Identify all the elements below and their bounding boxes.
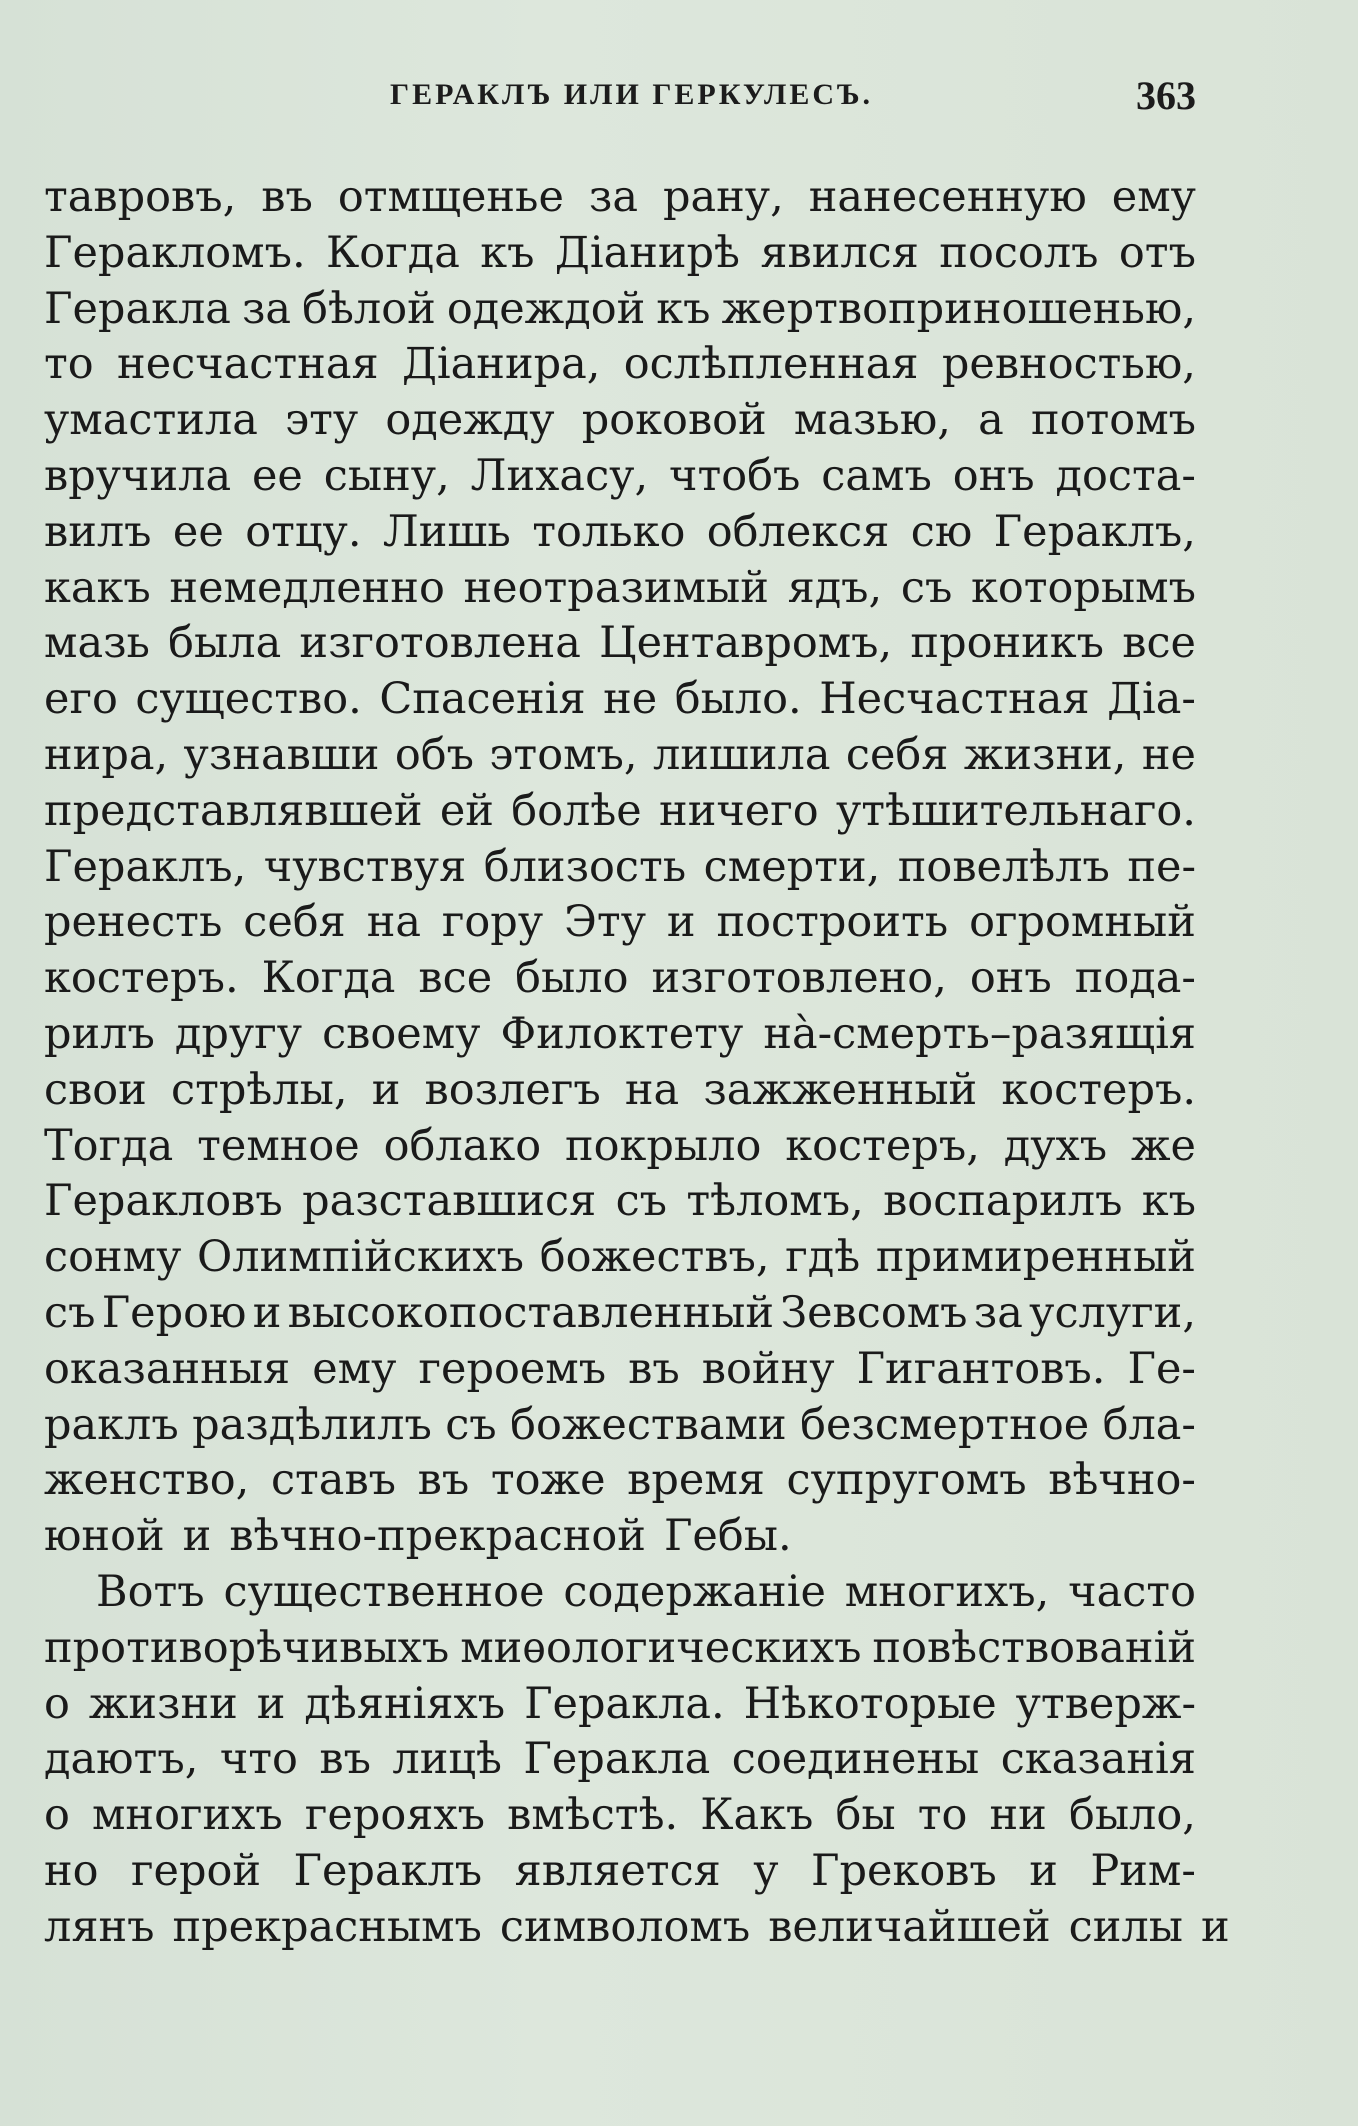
text-line	[44, 895, 1196, 951]
word: отмщенье	[337, 172, 564, 222]
word: Гебы.	[663, 1511, 792, 1562]
word: потомъ	[1030, 395, 1196, 446]
word: лишила	[652, 729, 831, 780]
word: духъ	[1003, 1120, 1108, 1171]
text-line	[44, 1677, 1196, 1733]
word: этомъ,	[489, 729, 638, 780]
word: умастила	[44, 395, 258, 446]
word: раклъ	[44, 1399, 179, 1450]
word: вѣчно-	[1048, 1455, 1196, 1506]
word: Нѣкоторые	[743, 1678, 997, 1729]
word: Центавромъ,	[599, 618, 893, 669]
word: является	[514, 1845, 721, 1896]
word: воспарилъ	[883, 1176, 1123, 1227]
word: дѣяніяхъ	[304, 1678, 506, 1729]
word: тавровъ,	[44, 172, 237, 222]
word: услуги,	[1029, 1287, 1196, 1338]
word: у	[753, 1845, 779, 1896]
word: оказанныя	[44, 1343, 291, 1394]
word: чувствуя	[263, 841, 467, 892]
word: огромный	[969, 897, 1196, 948]
word: Спасенія	[379, 674, 586, 725]
word: Зевсомъ	[780, 1287, 968, 1338]
word: ни	[989, 1790, 1047, 1841]
word: что	[219, 1734, 298, 1785]
word: не	[1141, 729, 1196, 780]
word: роковой	[581, 395, 767, 446]
word: себя	[845, 729, 949, 780]
word: все	[418, 953, 493, 1004]
word: другу	[174, 1008, 303, 1059]
word: повелѣлъ	[897, 841, 1110, 892]
word: время	[627, 1455, 765, 1506]
text-line	[44, 1342, 1196, 1398]
word: Тогда	[44, 1120, 174, 1171]
word: чтобъ	[669, 450, 801, 501]
word: сонму	[44, 1232, 182, 1283]
word: и	[666, 897, 696, 948]
word: и	[256, 1678, 286, 1729]
word: отъ	[1118, 227, 1196, 278]
word: въ	[628, 1343, 680, 1394]
word: Лихасу,	[470, 450, 649, 501]
word: Гераклъ,	[44, 841, 247, 892]
word: супругомъ	[786, 1455, 1027, 1506]
word: съ	[615, 1176, 668, 1227]
word: костеръ.	[44, 953, 239, 1004]
word: одеждой	[446, 283, 646, 334]
word: отцу.	[245, 506, 362, 557]
word: герояхъ	[304, 1790, 486, 1841]
word: ей	[439, 785, 494, 836]
word: ренесть	[44, 897, 223, 948]
text-line	[44, 1398, 1196, 1454]
word: миѳологическихъ	[460, 1622, 862, 1673]
word: въ	[261, 172, 313, 222]
word: гдѣ	[785, 1232, 861, 1283]
word: Эту	[564, 897, 647, 948]
word: смерти,	[703, 841, 881, 892]
word: съ	[445, 1399, 497, 1450]
word: Филоктету	[500, 1008, 744, 1059]
word: пода-	[1074, 953, 1196, 1004]
word: героемъ	[418, 1343, 607, 1394]
word: вручила	[44, 450, 232, 501]
word: его	[44, 674, 118, 725]
word: Какъ	[700, 1790, 814, 1841]
word: посолъ	[939, 227, 1099, 278]
word: содержаніе	[563, 1566, 826, 1617]
word: бѣлой	[302, 283, 436, 334]
word: на	[366, 897, 421, 948]
word: сказанія	[1000, 1734, 1196, 1785]
word: было,	[1068, 1790, 1196, 1841]
word: ему	[312, 1343, 397, 1394]
text-line	[44, 1509, 1196, 1565]
word: на	[624, 1064, 680, 1115]
text-line	[44, 840, 1196, 896]
word: изготовлена	[299, 618, 581, 669]
text-line	[44, 337, 1196, 393]
text-line	[44, 1788, 1196, 1844]
word: прекраснымъ	[172, 1901, 482, 1952]
word: и	[1200, 1901, 1230, 1952]
text-line	[44, 1453, 1196, 1509]
word: не	[603, 674, 658, 725]
word: Ге-	[1127, 1343, 1196, 1394]
word: войну	[701, 1343, 835, 1394]
word: ему	[1111, 172, 1196, 222]
word: о	[44, 1790, 70, 1841]
word: соединены	[731, 1734, 980, 1785]
text-line	[44, 951, 1196, 1007]
word: утверж-	[1015, 1678, 1196, 1729]
word: онъ	[952, 450, 1035, 501]
word: самъ	[821, 450, 932, 501]
word: тоже	[490, 1455, 606, 1506]
word: но	[44, 1845, 99, 1896]
word: Когда	[261, 953, 396, 1004]
word: Діанирѣ	[554, 227, 740, 278]
word: Гераклъ,	[993, 506, 1196, 557]
text-line	[44, 226, 1196, 282]
text-line	[44, 282, 1196, 338]
word: ревностью,	[941, 339, 1196, 390]
word: разставшися	[302, 1176, 597, 1227]
word: ослѣпленная	[623, 339, 919, 390]
word: и	[1029, 1845, 1058, 1896]
word: сю	[910, 506, 973, 557]
word: какъ	[44, 562, 151, 613]
word: на̀-смерть–разящія	[763, 1008, 1196, 1059]
word: мазь	[44, 618, 150, 669]
word: и	[371, 1064, 401, 1115]
word: къ	[480, 227, 535, 278]
word: Рим-	[1090, 1845, 1196, 1896]
word: все	[1122, 618, 1196, 669]
word: жизни	[88, 1678, 238, 1729]
word: онъ	[969, 953, 1052, 1004]
text-line	[44, 1844, 1196, 1900]
word: Герою	[101, 1287, 247, 1338]
word: Діа-	[1107, 674, 1196, 725]
word: темное	[197, 1120, 360, 1171]
running-head	[0, 72, 1358, 122]
word: явился	[760, 227, 919, 278]
word: нира,	[44, 729, 169, 780]
word: многихъ	[91, 1790, 283, 1841]
page-number: 363	[1136, 73, 1196, 118]
text-line	[44, 505, 1196, 561]
word: утѣшительнаго.	[835, 785, 1196, 836]
word: была	[168, 618, 282, 669]
word: женство,	[44, 1455, 250, 1506]
text-line	[44, 1230, 1196, 1286]
word: лянъ	[44, 1901, 155, 1952]
word: костеръ.	[1001, 1064, 1196, 1115]
text-line	[44, 1063, 1196, 1119]
word: покрыло	[564, 1120, 762, 1171]
word: Несчастная	[819, 674, 1090, 725]
word: лицѣ	[392, 1734, 502, 1785]
word: доста-	[1055, 450, 1196, 501]
text-line	[44, 1900, 1230, 1956]
word: существо.	[135, 674, 362, 725]
body-text	[44, 170, 1230, 1956]
word: а	[978, 395, 1004, 446]
word: нанесенную	[808, 172, 1087, 222]
text-line	[44, 170, 1196, 226]
word: многихъ,	[844, 1566, 1050, 1617]
word: мазью,	[793, 395, 951, 446]
word: стрѣлы,	[171, 1064, 348, 1115]
word: объ	[394, 729, 474, 780]
word: Гераклъ	[293, 1845, 483, 1896]
word: съ	[900, 562, 953, 613]
text-line	[44, 1286, 1196, 1342]
word: Геракла	[44, 283, 231, 334]
word: къ	[656, 283, 711, 334]
word: Діанира,	[401, 339, 601, 390]
word: то	[44, 339, 94, 390]
word: раздѣлилъ	[192, 1399, 432, 1450]
text-line	[44, 393, 1196, 449]
word: Геракловъ	[44, 1176, 283, 1227]
word: Лишь	[382, 506, 511, 557]
text-line	[44, 561, 1196, 617]
word: и	[182, 1511, 212, 1562]
word: тѣломъ,	[686, 1176, 864, 1227]
word: герой	[131, 1845, 262, 1896]
word: за	[973, 1287, 1023, 1338]
word: было.	[674, 674, 802, 725]
text-line	[44, 449, 1196, 505]
word: въ	[417, 1455, 470, 1506]
word: ничего	[659, 785, 819, 836]
word: ее	[172, 506, 224, 557]
word: бла-	[1102, 1399, 1196, 1450]
word: за	[241, 283, 292, 334]
word: символомъ	[499, 1901, 751, 1952]
word: представлявшей	[44, 785, 423, 836]
word: то	[917, 1790, 968, 1841]
word: узнавши	[183, 729, 380, 780]
word: Когда	[326, 227, 460, 278]
word: Геракла	[523, 1734, 711, 1785]
text-line	[44, 1732, 1196, 1788]
word: Вотъ	[96, 1566, 205, 1617]
text-line	[44, 1007, 1196, 1063]
word: немедленно	[169, 562, 445, 613]
text-line	[44, 672, 1196, 728]
running-title: ГЕРАКЛЪ ИЛИ ГЕРКУЛЕСЪ.	[390, 78, 874, 111]
word: величайшей	[768, 1901, 1051, 1952]
word: безсмертное	[800, 1399, 1090, 1450]
word: за	[588, 172, 638, 222]
word: часто	[1068, 1566, 1196, 1617]
word: себя	[243, 897, 346, 948]
word: бы	[835, 1790, 896, 1841]
word: болѣе	[511, 785, 642, 836]
word: построить	[716, 897, 949, 948]
word: юной	[44, 1511, 165, 1562]
word: божествами	[510, 1399, 787, 1450]
word: существенное	[223, 1566, 545, 1617]
word: Геракла.	[524, 1678, 725, 1729]
word: ее	[251, 450, 303, 501]
word: божествъ,	[539, 1232, 770, 1283]
text-line	[44, 1621, 1196, 1677]
word: ставъ	[270, 1455, 397, 1506]
word: которымъ	[970, 562, 1196, 613]
word: повѣствованій	[872, 1622, 1196, 1673]
text-line	[44, 616, 1196, 672]
word: силы	[1068, 1901, 1183, 1952]
word: Геракломъ.	[44, 227, 306, 278]
text-line	[44, 1119, 1196, 1175]
word: пе-	[1127, 841, 1196, 892]
word: къ	[1141, 1176, 1196, 1227]
word: проникъ	[910, 618, 1105, 669]
text-line	[44, 728, 1196, 784]
word: даютъ,	[44, 1734, 199, 1785]
word: Грековъ	[811, 1845, 997, 1896]
text-line	[44, 1174, 1196, 1230]
word: возлегъ	[424, 1064, 601, 1115]
word: облако	[383, 1120, 542, 1171]
text-line	[44, 1565, 1196, 1621]
word: эту	[285, 395, 359, 446]
word: гору	[441, 897, 544, 948]
word: Олимпійскихъ	[197, 1232, 525, 1283]
text-line	[44, 784, 1196, 840]
word: жертвоприношенью,	[721, 283, 1196, 334]
word: своему	[322, 1008, 481, 1059]
word: рану,	[662, 172, 784, 222]
word: вилъ	[44, 506, 152, 557]
word: костеръ,	[785, 1120, 980, 1171]
word: вѣчно-прекрасной	[229, 1511, 646, 1562]
word: Гигантовъ.	[856, 1343, 1106, 1394]
word: неотразимый	[463, 562, 769, 613]
word: сыну,	[323, 450, 450, 501]
word: высокопоставленный	[287, 1287, 775, 1338]
word: облекся	[706, 506, 890, 557]
word: изготовлено,	[651, 953, 947, 1004]
word: и	[252, 1287, 282, 1338]
word: съ	[44, 1287, 96, 1338]
word: близость	[483, 841, 687, 892]
word: примиренный	[875, 1232, 1196, 1283]
word: о	[44, 1678, 70, 1729]
word: одежду	[385, 395, 555, 446]
word: рилъ	[44, 1008, 155, 1059]
word: только	[532, 506, 686, 557]
word: противорѣчивыхъ	[44, 1622, 450, 1673]
word: было	[515, 953, 629, 1004]
word: зажженный	[703, 1064, 978, 1115]
word: ядъ,	[787, 562, 883, 613]
word: въ	[319, 1734, 371, 1785]
word: жизни,	[963, 729, 1127, 780]
word: свои	[44, 1064, 147, 1115]
word: несчастная	[117, 339, 379, 390]
word: вмѣстѣ.	[507, 1790, 679, 1841]
word: же	[1130, 1120, 1196, 1171]
